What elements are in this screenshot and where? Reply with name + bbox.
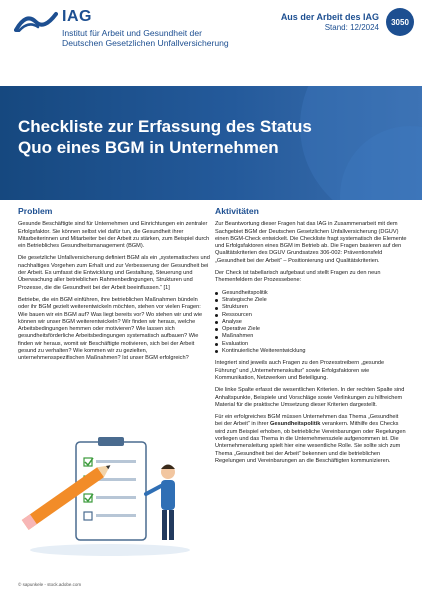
list-item: Analyse xyxy=(215,319,407,326)
paragraph: Die gesetzliche Unfallversicherung definiert BGM als ein „systematisches und nachhaltiges Vorgehen zum Erhalt und zur Verbesserung der Gesundheit bei der Arbeit. Es umfasst die Entwicklung und Gestaltung, Steuerung und Überwachung aller betrieblichen Rahmenbedingungen, Strukturen und Prozesse, die die Gesundheit bei der Arbeit beeinflussen.“ [1] xyxy=(18,255,210,291)
iag-logo-icon xyxy=(14,10,58,32)
image-credit: © sapunkele - stock.adobe.com xyxy=(18,582,82,587)
org-short-name: IAG xyxy=(62,8,92,25)
problem-section xyxy=(18,208,210,368)
text-run: verankern. Mithilfe des Checks wird zum Beispiel erhoben, ob betriebliche Vereinbarungen oder Regelungen vorliegen und das Thema in die Unternehmensziele aufgenommen ist. Die Unternehmensleitung spielt hier eine wesentliche Rolle. Sie sollte sich zum Thema „Gesundheit bei der Arbeit“ bekennen und die betrieblichen Regelungen und Vereinbarungen an die Beschäftigten kommunizieren. xyxy=(215,421,406,464)
series-info xyxy=(281,12,379,32)
publication-date: Stand: 12/2024 xyxy=(324,23,379,32)
paragraph xyxy=(215,414,407,465)
org-name-line1: Institut für Arbeit und Gesundheit der xyxy=(62,28,202,38)
emphasis-gesundheitspolitik: Gesundheitspolitik xyxy=(270,421,321,428)
topic-list xyxy=(215,290,407,356)
paragraph: Gesunde Beschäftigte sind für Unternehmen und Einrichtungen ein zentraler Erfolgsfaktor. Sie können selbst viel dafür tun, die Gesundheit ihrer Mitarbeiterinnen und Mitarbeiter bei der Arbeit zu stärken, zum Beispiel durch ein Betriebliches Gesundheitsmanagement (BGM). xyxy=(18,221,210,250)
list-item: Ressourcen xyxy=(215,312,407,319)
paragraph: Die linke Spalte erfasst die wesentlichen Kriterien. In der rechten Spalte sind Anhaltspunkte, Beispiele und Vorschläge sowie Verlinkungen zu hilfreichem Material für die praktische Umsetzung dieser Kriterien dargestellt. xyxy=(215,387,405,408)
paragraph: Zur Beantwortung dieser Fragen hat das IAG in Zusammenarbeit mit dem Sachgebiet BGM der Deutschen Gesetzlichen Unfallversicherung (DGUV) einen BGM-Check entwickelt. Die Checkliste fragt systematisch die Elemente und Erfolgsfaktoren eines BGM im Betrieb ab. Die Fragen basieren auf den Qualitätskriterien des DGUV Grundsatzes 306-002: Präventionsfeld „Gesundheit bei der Arbeit“ – Positionierung und Qualitätskriterien. xyxy=(215,221,407,264)
list-item: Operative Ziele xyxy=(215,326,407,333)
title-banner xyxy=(0,86,422,200)
paragraph: Der Check ist tabellarisch aufgebaut und stellt Fragen zu den neun Themenfeldern der Prozessebene: xyxy=(215,270,381,284)
list-item: Gesundheitspolitik xyxy=(215,290,407,297)
section-heading-activities: Aktivitäten xyxy=(215,206,259,216)
org-full-name xyxy=(62,28,229,48)
paragraph: Integriert sind jeweils auch Fragen zu den Prozesstreibern „gesunde Führung“ und „Unternehmenskultur“ sowie Erfolgsfaktoren wie Kommunikation, Netzwerken und Beteiligung. xyxy=(215,360,385,381)
section-heading-problem: Problem xyxy=(18,206,53,216)
text-run: Für ein erfolgreiches BGM müssen Unternehmen das Thema „Gesundheit bei der Arbeit“ in ihrer xyxy=(215,414,399,428)
series-title: Aus der Arbeit des IAG xyxy=(280,12,379,22)
list-item: Kontinuierliche Weiterentwicklung xyxy=(215,348,407,355)
list-item: Evaluation xyxy=(215,341,407,348)
org-name-line2: Deutschen Gesetzlichen Unfallversicherung xyxy=(62,38,229,48)
activities-section xyxy=(215,208,407,470)
title-line1: Checkliste zur Erfassung des Status xyxy=(18,117,312,136)
document-title xyxy=(18,116,348,158)
title-line2: Quo eines BGM in Unternehmen xyxy=(18,138,279,157)
list-item: Strukturen xyxy=(215,304,407,311)
list-item: Strategische Ziele xyxy=(215,297,407,304)
document-number-badge: 3050 xyxy=(386,8,414,36)
checklist-illustration xyxy=(18,432,196,558)
paragraph: Betriebe, die ein BGM einführen, ihre betrieblichen Maßnahmen bündeln oder ihr BGM gezielt weiterentwickeln möchten, stehen vor vielen Fragen: Wie bauen wir ein BGM auf? Was liegt bereits vor? Wo stehen wir und wie können wir unser BGM weiterentwickeln? Wir finden wir heraus, welche Arbeitsbedingungen hemmen oder motivieren? Wie lassen sich gesundheitsförderliche Arbeitsbedingungen systematisch aufbauen? Wie finden wir heraus, womit wir Beschäftigte motivieren, sich bei der Arbeit gesund zu verhalten? Wie kommen wir zu gezielten, unternehmensspezifischen Maßnahmen? Ist unser BGM erfolgreich? xyxy=(18,296,203,362)
list-item: Maßnahmen xyxy=(215,333,407,340)
